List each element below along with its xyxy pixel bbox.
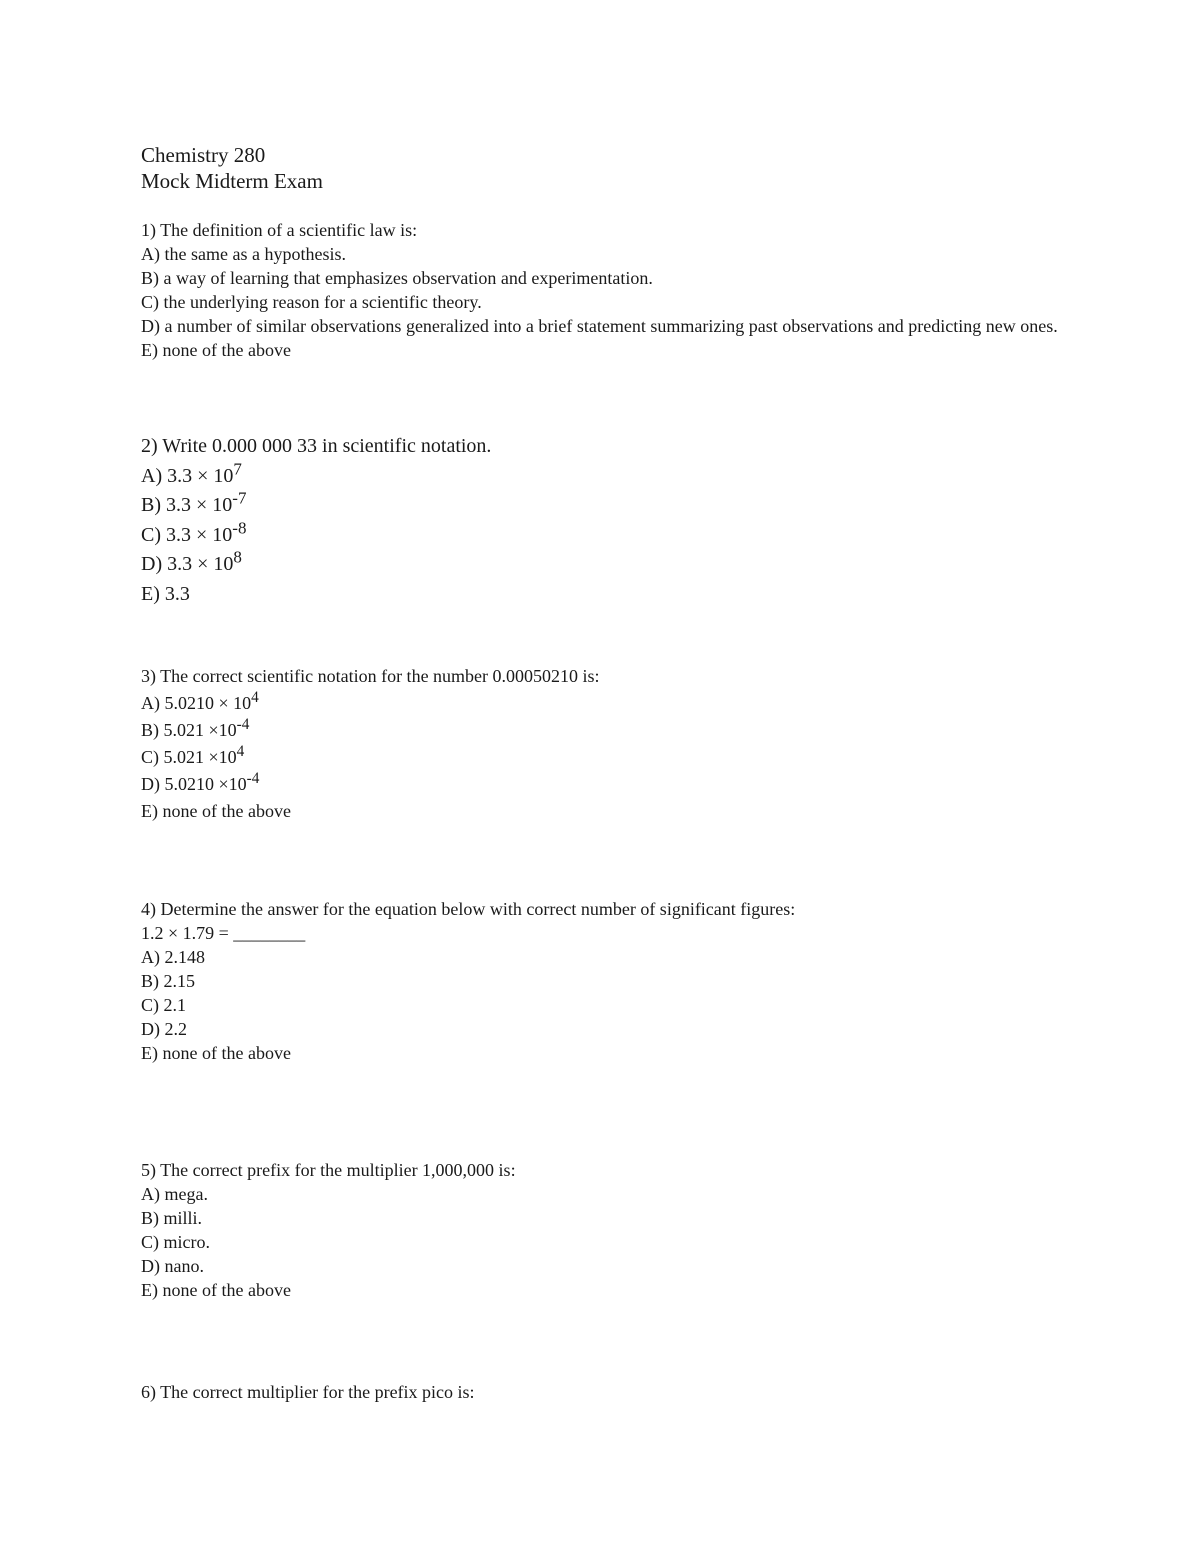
exponent: -4 [236,716,250,734]
answer-option-d: D) $5.0210 \times 10^{-4}$ [141,770,260,794]
exponent: 4 [251,689,259,707]
exponent: -8 [232,517,247,537]
question-prompt: 5) The correct prefix for the multiplier 1,000,000 is: [141,1160,516,1180]
answer-option-a: A) the same as a hypothesis. [141,244,346,264]
answer-option-d: D) $3.3 \times 10^8$ [141,547,242,575]
answer-option-b: B) $3.3 \times 10^{-7}$ [141,488,247,516]
question-prompt: 3) The correct scientific notation for the number 0.00050210 is: [141,666,600,686]
exam-header [141,142,1081,194]
answer-option-c: C) micro. [141,1232,210,1252]
answer-option-b: B) 2.15 [141,971,195,991]
answer-option-e: E) none of the above [141,1280,291,1300]
answer-option-a: A) 2.148 [141,947,205,967]
answer-option-c: C) 2.1 [141,995,186,1015]
answer-option-c: C) $5.021 \times 10^4$ [141,743,245,767]
answer-option-e: E) none of the above [141,1043,291,1063]
question-2 [141,432,1081,609]
answer-option-c: C) $3.3 \times 10^{-8}$ [141,517,247,546]
answer-option-b: B) milli. [141,1208,203,1228]
question-prompt: 1) The definition of a scientific law is: [141,220,418,240]
question-1 [141,218,1081,362]
answer-option-a: A) $5.0210 \times 10^4$ [141,689,259,713]
exam-title: Mock Midterm Exam [141,169,323,193]
exponent: 7 [233,458,242,478]
question-3 [141,663,1081,825]
answer-option-e: E) 3.3 [141,582,190,605]
exponent: -7 [232,488,247,508]
exponent: 4 [236,743,245,761]
answer-option-b: B) a way of learning that emphasizes observation and experimentation. [141,268,653,288]
question-prompt: 6) The correct multiplier for the prefix pico is: [141,1382,475,1402]
question-prompt: 4) Determine the answer for the equation below with correct number of significant figures: [141,899,796,919]
exponent: -4 [246,770,260,788]
course-title: Chemistry 280 [141,143,266,167]
answer-option-c: C) the underlying reason for a scientific theory. [141,292,482,312]
answer-option-e: E) none of the above [141,340,291,360]
answer-option-b: B) $5.021 \times 10^{-4}$ [141,716,250,740]
question-6 [141,1380,1081,1404]
question-prompt: 2) Write 0.000 000 33 in scientific notation. [141,435,492,457]
answer-option-a: A) mega. [141,1184,208,1204]
answer-option-d: D) nano. [141,1256,204,1276]
question-5 [141,1158,1081,1302]
exponent: 8 [233,547,242,567]
question-4 [141,897,1081,1065]
answer-option-e: E) none of the above [141,801,291,821]
answer-option-d: D) 2.2 [141,1019,187,1039]
equation: 1.2 × 1.79 = ________ [141,923,306,943]
answer-option-d: D) a number of similar observations generalized into a brief statement summarizing past observations and predicting new ones. [141,316,1058,336]
answer-option-a: A) $3.3 \times 10^7$ [141,458,242,487]
